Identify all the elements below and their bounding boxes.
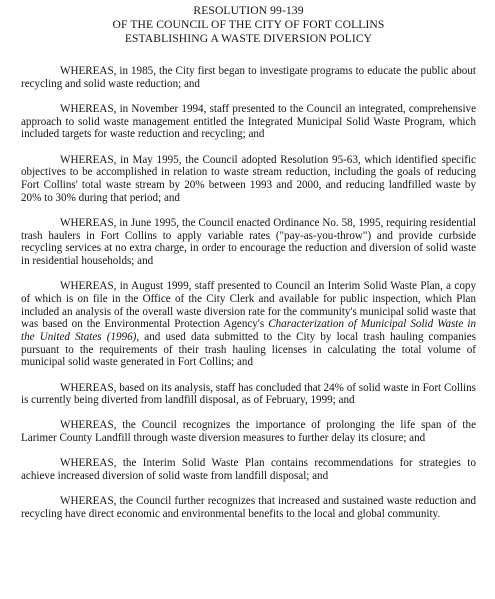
whereas-paragraph: [21, 280, 476, 369]
whereas-paragraph: WHEREAS, the Interim Solid Waste Plan contains recommendations for strategies to achieve increased diversion of solid waste from landfill disposal; and: [21, 457, 476, 483]
whereas-paragraph: WHEREAS, in November 1994, staff presented to the Council an integrated, comprehensive approach to solid waste management entitled the Integrated Municipal Solid Waste Program, which included targets for waste reduction and recycling; and: [21, 102, 476, 141]
whereas-paragraph: WHEREAS, in June 1995, the Council enacted Ordinance No. 58, 1995, requiring residential trash haulers in Fort Collins to apply variable rates ("pay-as-you-throw") and provide curbside recycling services at no extra charge, in order to encourage the reduction and diversion of solid waste in residential households; and: [21, 216, 476, 267]
whereas-paragraph: WHEREAS, the Council recognizes the importance of prolonging the life span of the Larimer County Landfill through waste diversion measures to further delay its closure; and: [21, 419, 476, 445]
publication-title: Characterization of Municipal Solid Waste in the United States (1996): [21, 318, 476, 343]
paragraph-text: WHEREAS, in August 1999, staff presented to Council an Interim Solid Waste Plan, a copy of which is on file in the Office of the City Clerk and available for public inspection, which Plan included an analysis of the overall waste diversion rate for the community's municipal solid waste that was based on the Environmental Protection Agency's: [21, 280, 476, 331]
whereas-paragraph: WHEREAS, in May 1995, the Council adopted Resolution 95-63, which identified specific objectives to be accomplished in relation to waste stream reduction, including the goals of reducing Fort Collins' total waste stream by 20% between 1993 and 2000, and reducing landfilled waste by 20% to 30% during that period; and: [21, 153, 476, 204]
whereas-paragraph: WHEREAS, based on its analysis, staff has concluded that 24% of solid waste in Fort Collins is currently being diverted from landfill disposal, as of February, 1999; and: [21, 381, 476, 407]
resolution-title: ESTABLISHING A WASTE DIVERSION POLICY: [124, 32, 373, 45]
whereas-clauses: [21, 65, 476, 521]
resolution-council-line: OF THE COUNCIL OF THE CITY OF FORT COLLINS: [112, 18, 385, 31]
paragraph-text: , and used data submitted to the City by local trash hauling companies pursuant to the requirements of their trash hauling licenses in calculating the total volume of municipal solid waste generated in Fort Collins; and: [21, 330, 476, 369]
whereas-paragraph: WHEREAS, in 1985, the City first began to investigate programs to educate the public about recycling and solid waste reduction; and: [21, 65, 476, 90]
resolution-header: [21, 4, 476, 46]
resolution-number: RESOLUTION 99-139: [193, 4, 304, 17]
whereas-paragraph: WHEREAS, the Council further recognizes that increased and sustained waste reduction and recycling have direct economic and environmental benefits to the local and global community.: [21, 495, 476, 520]
